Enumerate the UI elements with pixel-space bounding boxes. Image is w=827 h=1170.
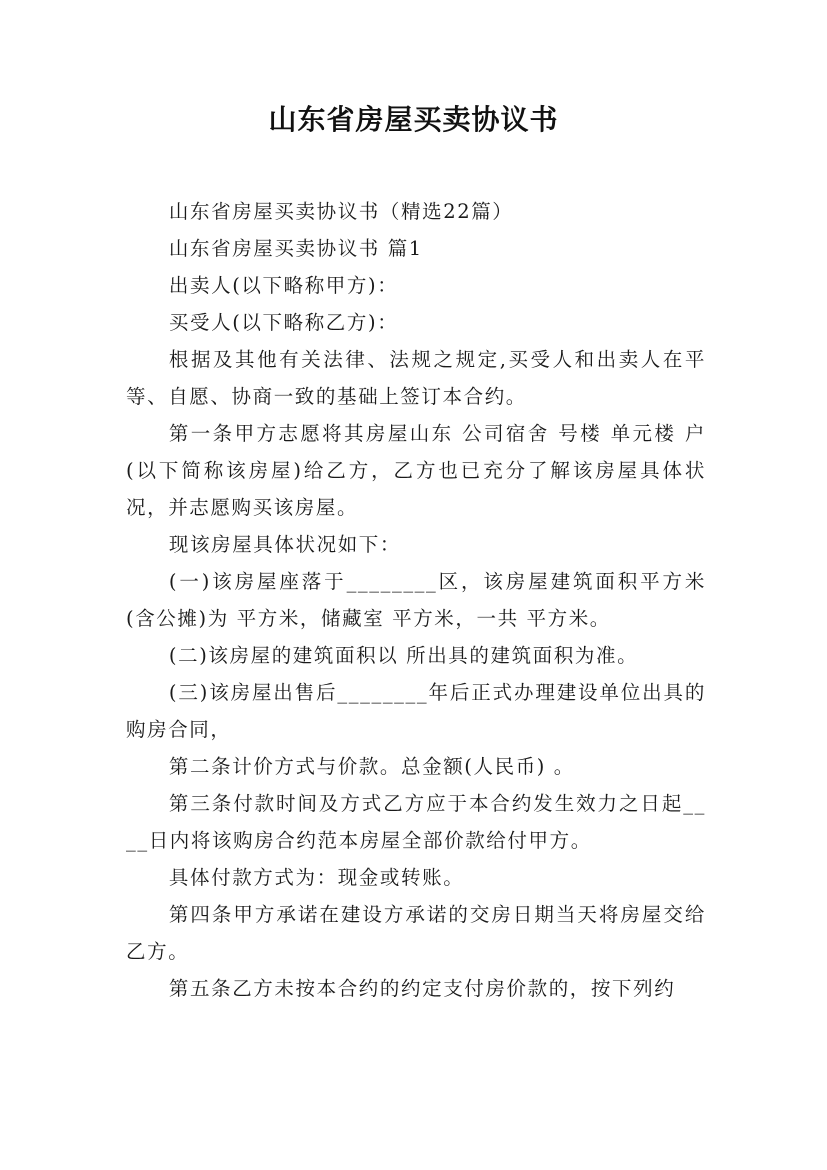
paragraph-article-2: 第二条计价方式与价款。总金额(人民币) 。	[168, 755, 575, 778]
paragraph-property-status: 现该房屋具体状况如下：	[168, 533, 401, 556]
paragraph-subtitle: 山东省房屋买卖协议书（精选22篇）	[168, 200, 514, 223]
paragraph-payment-method: 具体付款方式为：现金或转账。	[168, 866, 465, 889]
paragraph-item-3: (三)该房屋出售后________年后正式办理建设单位出具的购房合同，	[126, 681, 706, 741]
paragraph-seller: 出卖人(以下略称甲方)：	[168, 274, 399, 297]
paragraph-article-4: 第四条甲方承诺在建设方承诺的交房日期当天将房屋交给乙方。	[126, 903, 706, 963]
paragraph-buyer: 买受人(以下略称乙方)：	[168, 311, 399, 334]
paragraph-section-heading: 山东省房屋买卖协议书 篇1	[168, 237, 423, 260]
paragraph-article-3: 第三条付款时间及方式乙方应于本合约发生效力之日起____日内将该购房合约范本房屋全部价款给付甲方。	[126, 792, 706, 852]
paragraph-basis: 根据及其他有关法律、法规之规定,买受人和出卖人在平等、自愿、协商一致的基础上签订本合约。	[126, 348, 706, 408]
paragraph-item-2: (二)该房屋的建筑面积以 所出具的建筑面积为准。	[168, 644, 639, 667]
paragraph-article-5: 第五条乙方未按本合约的约定支付房价款的，按下列约	[168, 977, 676, 1000]
paragraph-item-1: (一)该房屋座落于________区，该房屋建筑面积平方米(含公摊)为 平方米，储藏室 平方米，一共 平方米。	[126, 570, 706, 630]
paragraph-article-1: 第一条甲方志愿将其房屋山东 公司宿舍 号楼 单元楼 户(以下简称该房屋)给乙方，乙方也已充分了解该房屋具体状况，并志愿购买该房屋。	[126, 422, 706, 519]
document-title: 山东省房屋买卖协议书	[268, 103, 559, 136]
document-body	[126, 193, 706, 1007]
